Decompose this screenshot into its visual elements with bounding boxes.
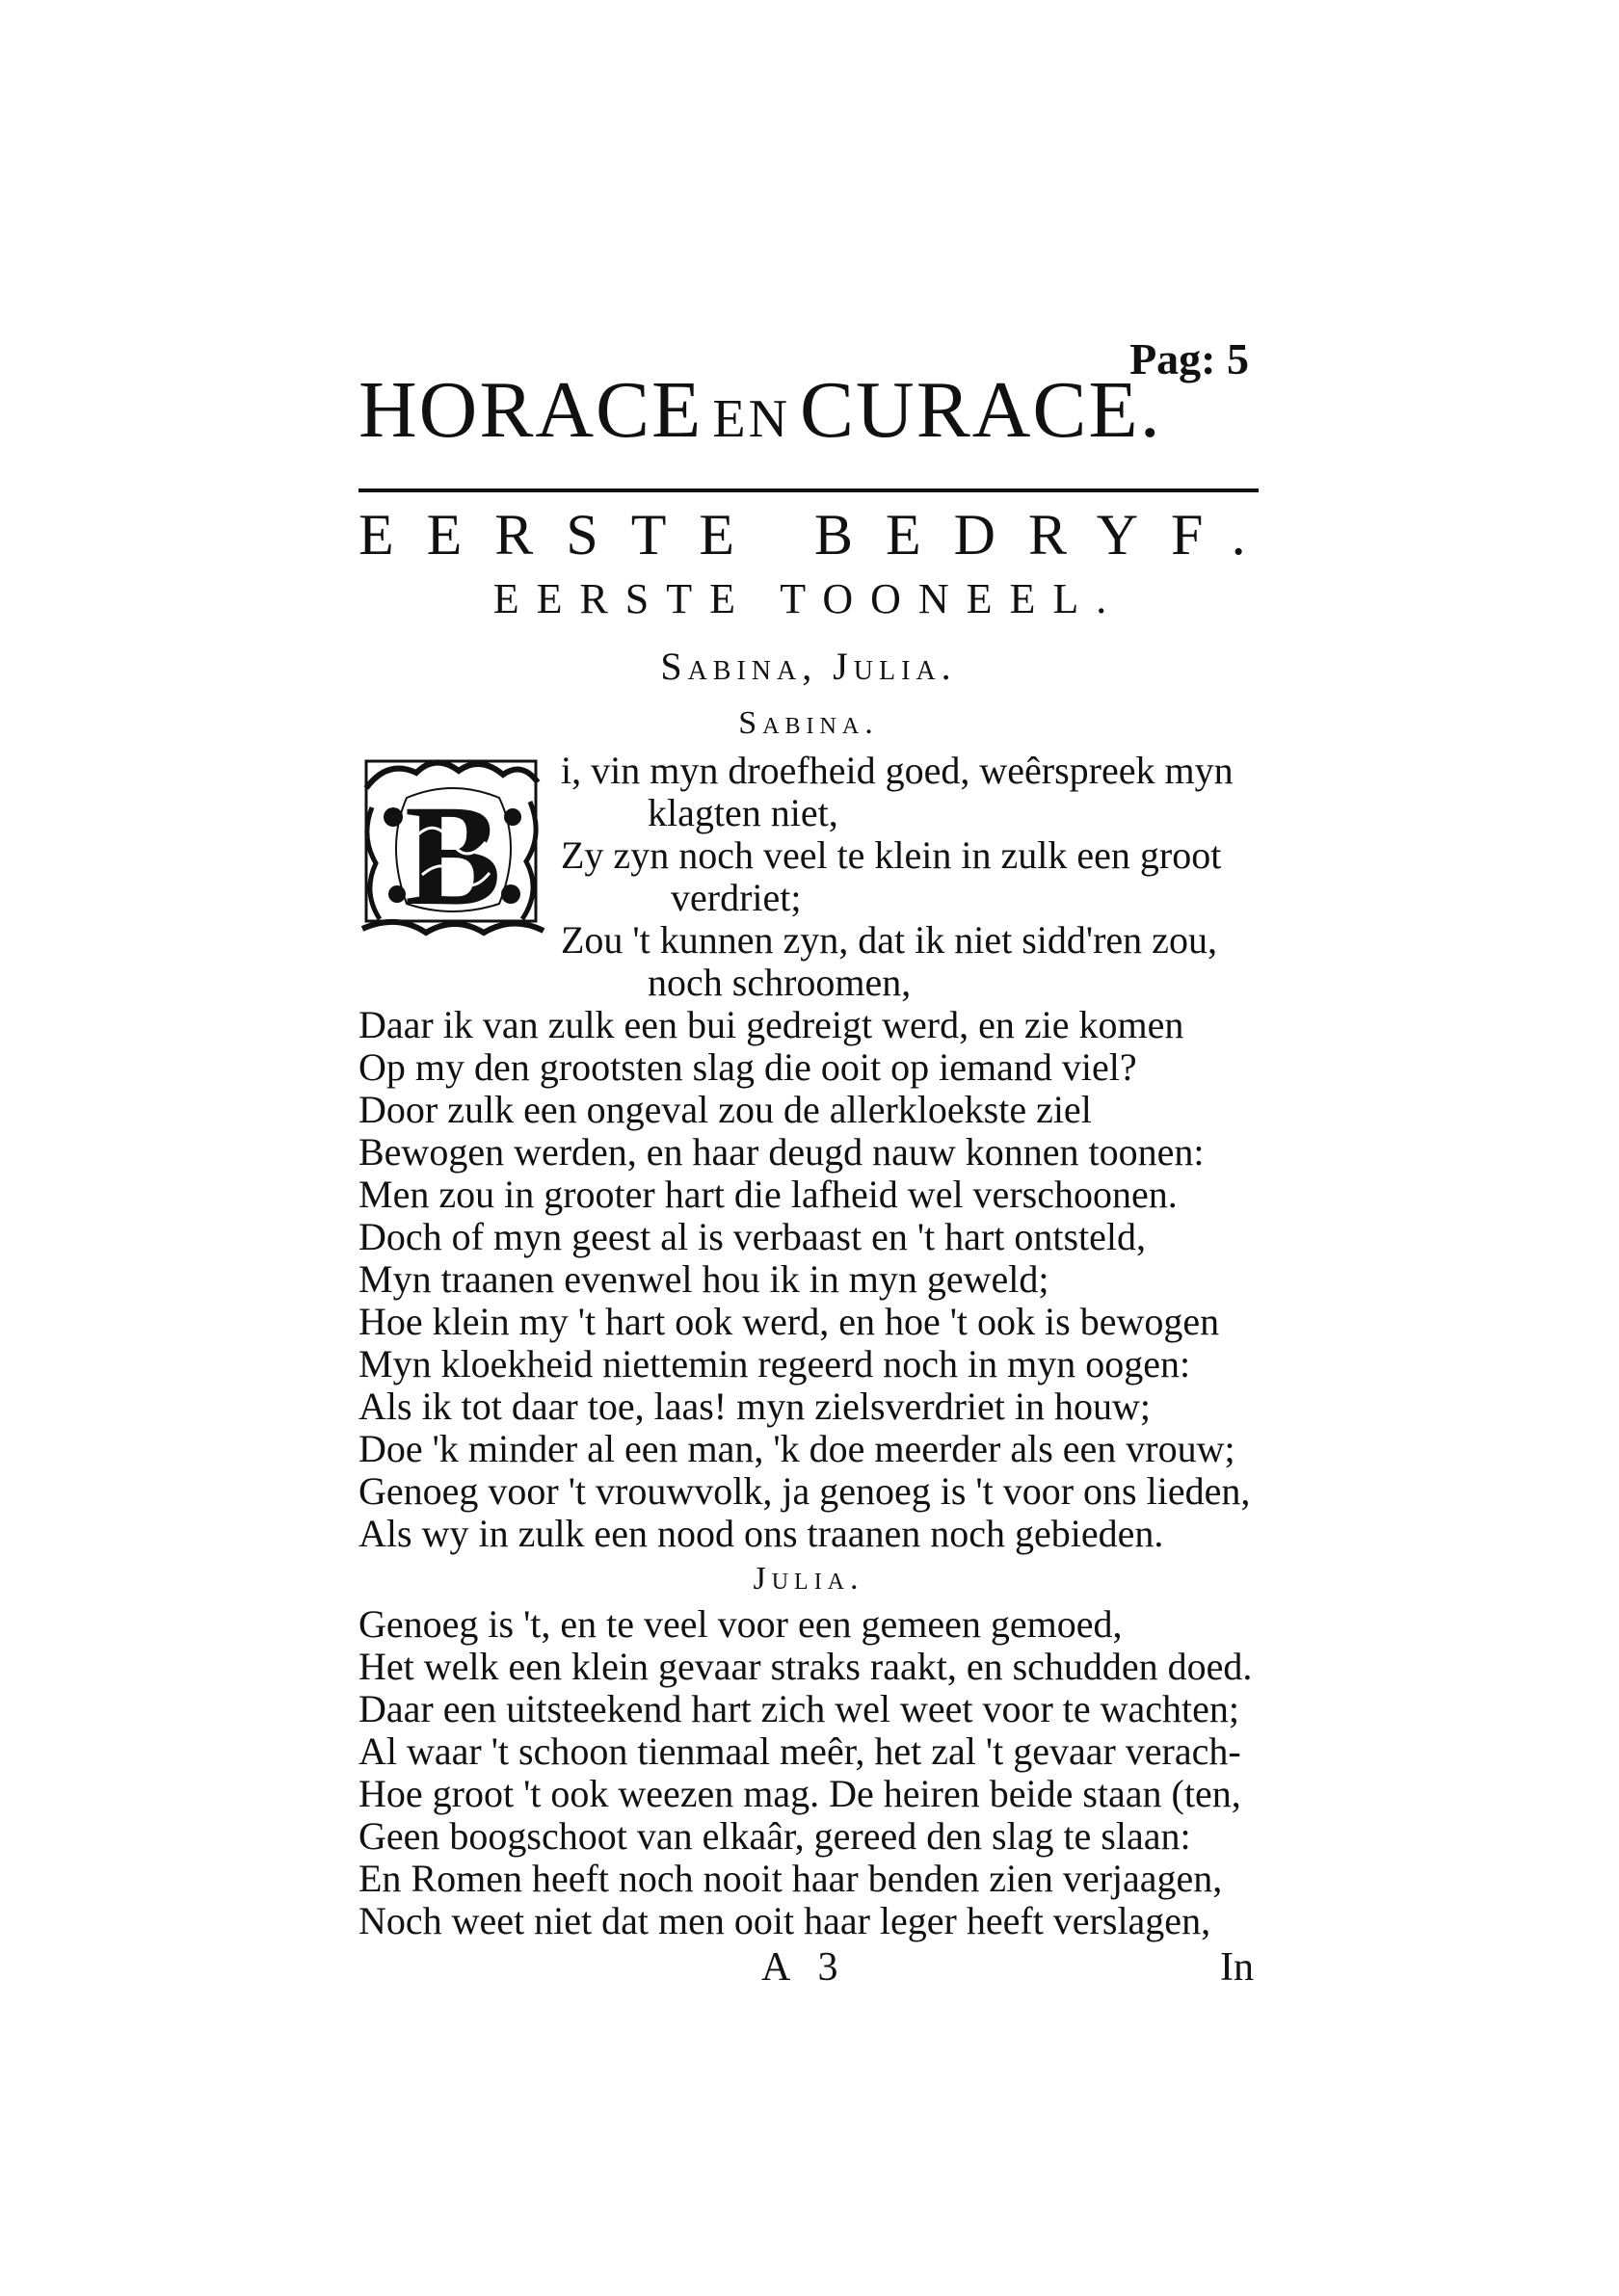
verse-line: En Romen heeft noch nooit haar benden zien verjaagen, [358,1857,1223,1900]
cast-list: Sabina, Julia. [660,645,957,688]
verse-line: Zy zyn noch veel te klein in zulk een groot [561,833,1222,877]
verse-line: Daar een uitsteekend hart zich wel weet voor te wachten; [358,1687,1240,1730]
verse-line: verdriet; [671,876,802,919]
verse-line: Door zulk een ongeval zou de allerkloekste ziel [358,1088,1092,1131]
verse-line: Myn traanen evenwel hou ik in myn geweld; [358,1257,1049,1301]
verse-line: Op my den grootsten slag die ooit op iemand viel? [358,1045,1137,1089]
verse-line: Het welk een klein gevaar straks raakt, en schudden doed. [358,1645,1253,1688]
verse-line: klagten niet, [648,791,838,834]
play-title [358,365,1259,455]
title-horace: HORACE [358,365,703,455]
verse-line: Myn kloekheid niettemin regeerd noch in myn oogen: [358,1342,1191,1386]
verse-line: i, vin myn droefheid goed, weêrspreek myn [561,749,1234,792]
verse-line: Als ik tot daar toe, laas! myn zielsverdriet in houw; [358,1385,1152,1428]
verse-line: Doe 'k minder al een man, 'k doe meerder als een vrouw; [358,1427,1235,1470]
title-connector: EN [712,389,791,449]
verse-line: noch schroomen, [648,961,912,1004]
verse-line: Hoe klein my 't hart ook werd, en hoe 't ook is bewogen [358,1300,1220,1343]
title-curace: CURACE. [800,365,1162,455]
verse-line: Genoeg voor 't vrouwvolk, ja genoeg is 't voor ons lieden, [358,1469,1251,1513]
page-number: Pag: 5 [1129,334,1249,383]
act-heading: EERSTE BEDRYF. [358,503,1279,567]
verse-line: Doch of myn geest al is verbaast en 't hart ontsteld, [358,1215,1146,1258]
verse-line: Hoe groot 't ook weezen mag. De heiren beide staan (ten, [358,1772,1241,1815]
verse-line: Zou 't kunnen zyn, dat ik niet sidd'ren zou, [561,918,1217,962]
verse-line: Geen boogschoot van elkaâr, gereed den slag te slaan: [358,1814,1191,1858]
signature-mark: A 3 [761,1945,848,1990]
verse-line: Noch weet niet dat men ooit haar leger heeft verslagen, [358,1899,1211,1942]
verse-line: Men zou in grooter hart die lafheid wel verschoonen. [358,1173,1178,1216]
speaker-julia: Julia. [753,1561,864,1597]
svg-text:B: B [404,776,502,936]
title-rule [358,488,1259,492]
verse-line: Als wy in zulk een nood ons traanen noch gebieden. [358,1512,1164,1555]
verse-line: Daar ik van zulk een bui gedreigt werd, en zie komen [358,1003,1184,1046]
ornament-initial-icon [358,750,547,942]
scene-heading: EERSTE TOONEEL. [492,575,1125,622]
verse-line: Al waar 't schoon tienmaal meêr, het zal 't gevaar verach- [358,1729,1241,1773]
speaker-sabina: Sabina. [738,705,879,741]
verse-line: Bewogen werden, en haar deugd nauw konnen toonen: [358,1130,1205,1174]
catchword: In [1220,1945,1254,1990]
verse-line: Genoeg is 't, en te veel voor een gemeen gemoed, [358,1602,1123,1646]
decorated-initial [358,750,547,942]
